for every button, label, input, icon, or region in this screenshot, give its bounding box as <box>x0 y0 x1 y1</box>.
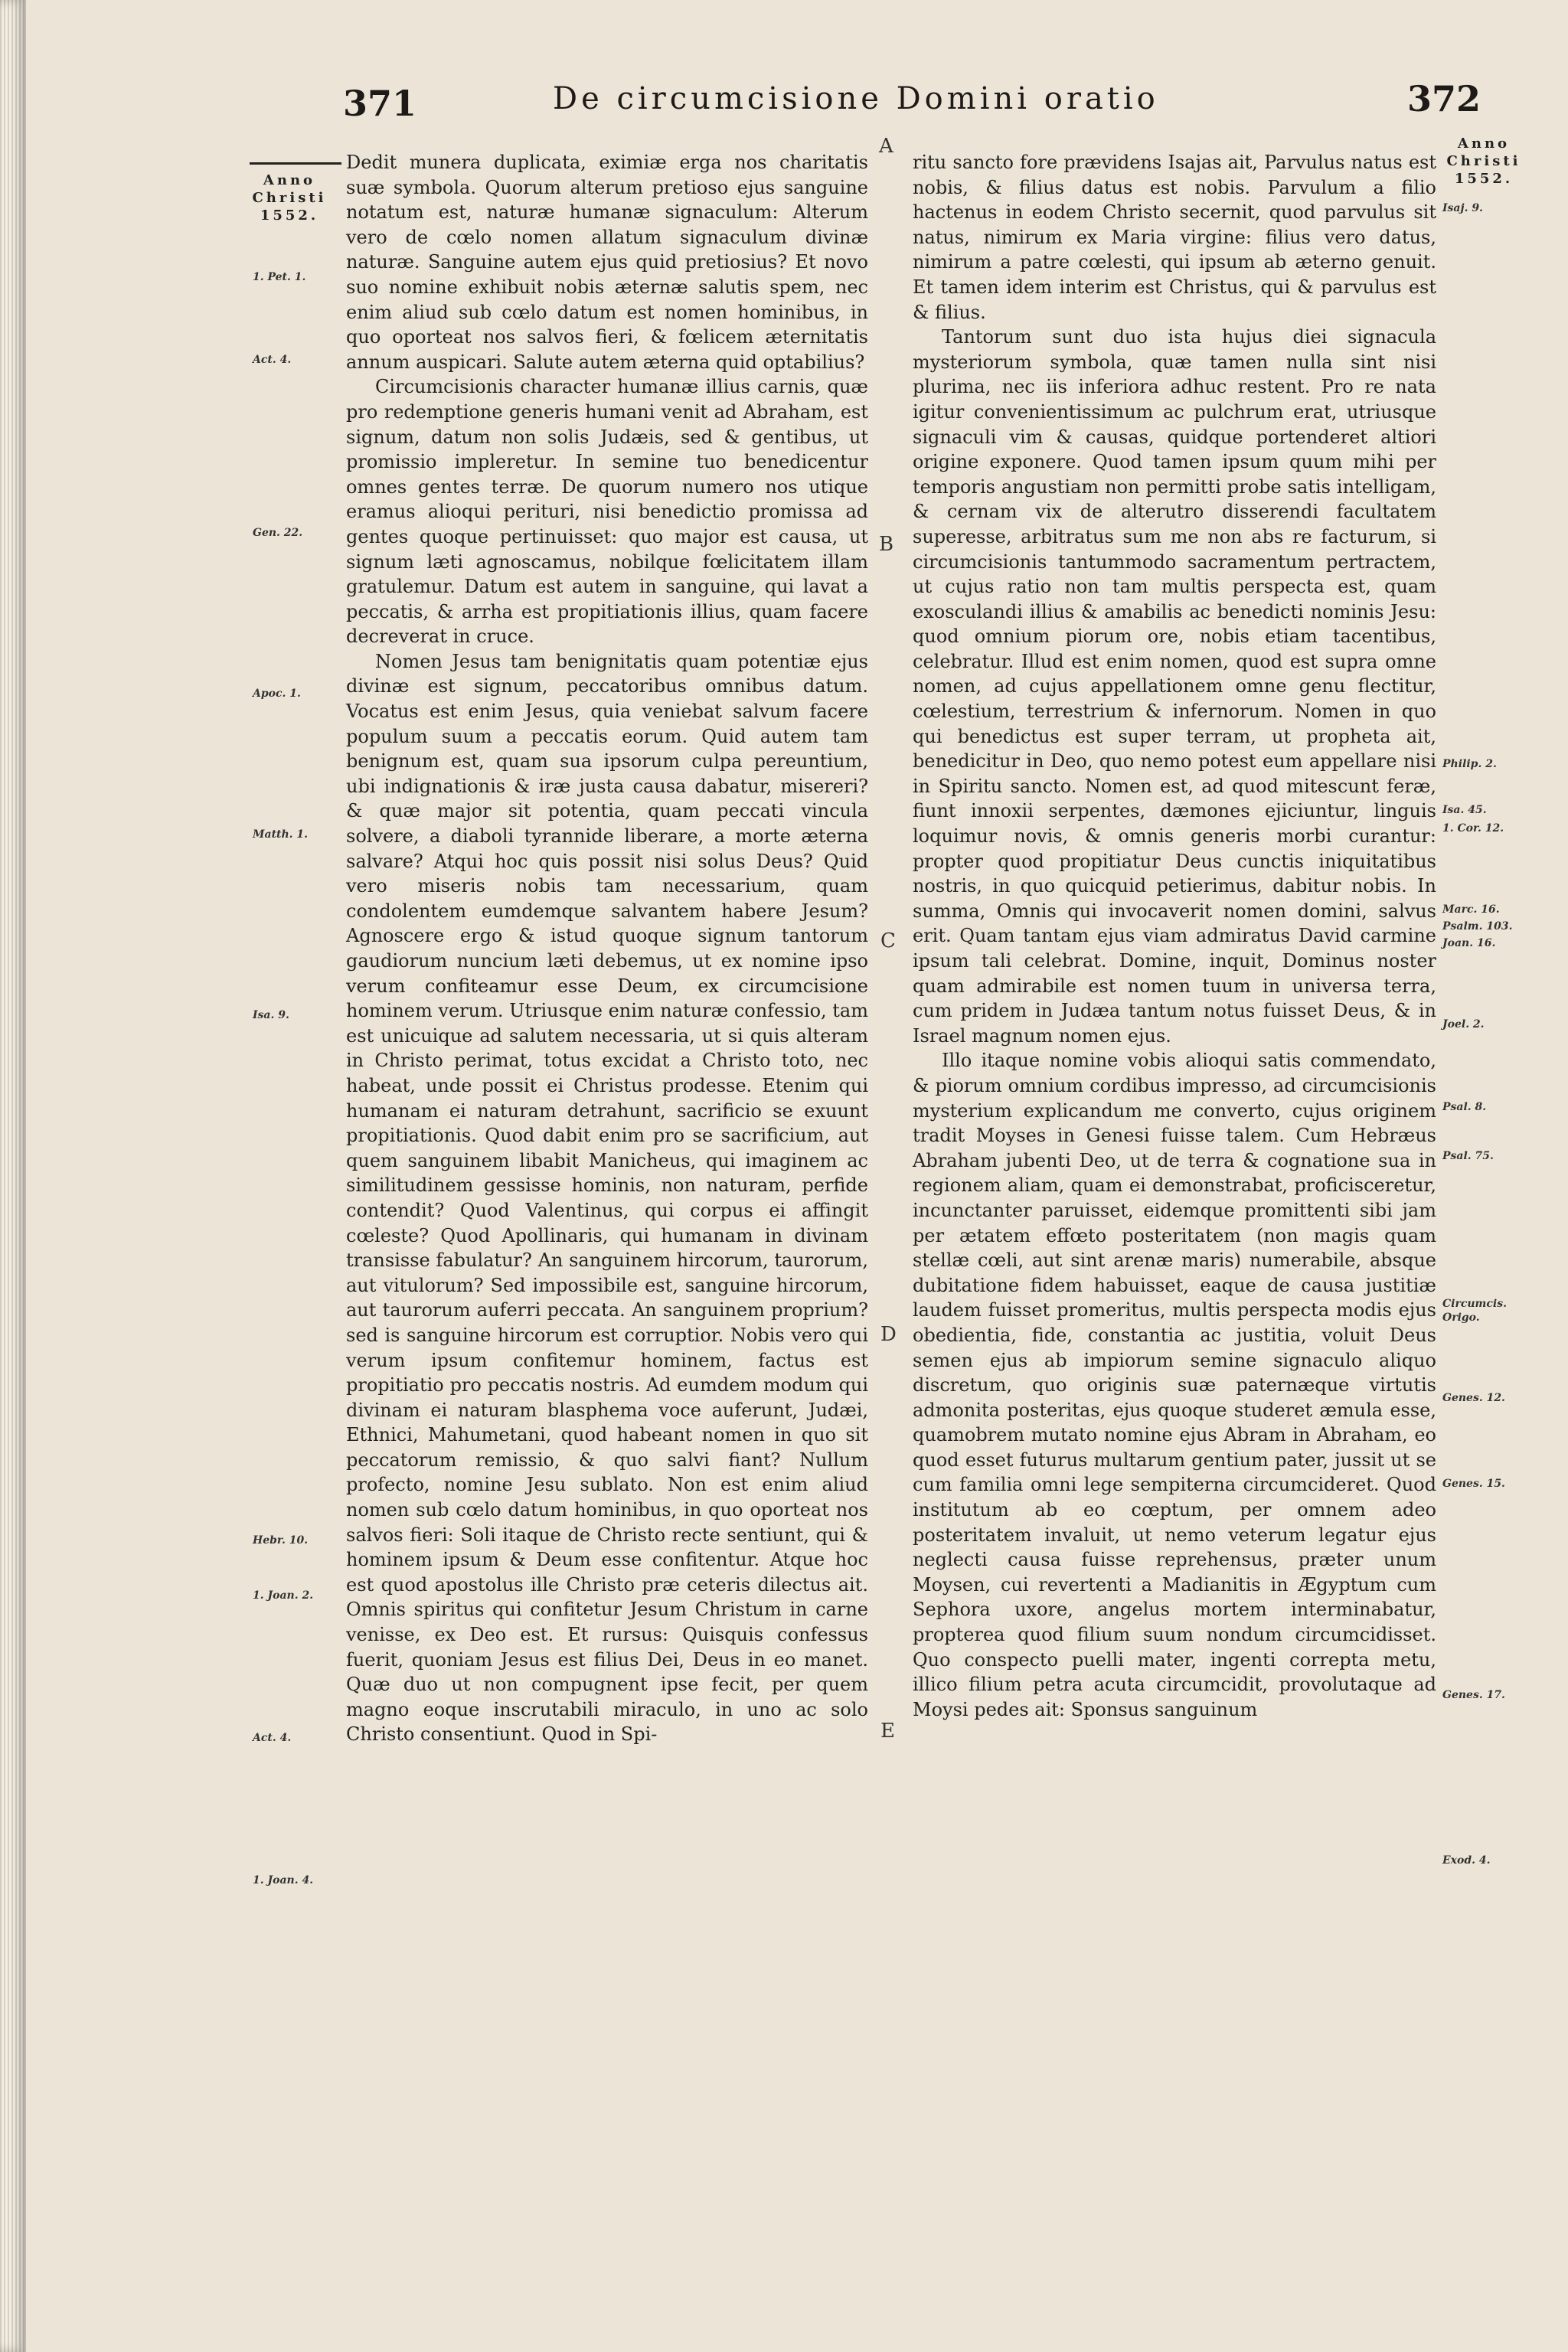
section-mark-c: C <box>880 929 896 952</box>
margin-note-right: 1. Cor. 12. <box>1442 822 1504 835</box>
margin-note-right: Psalm. 103. <box>1442 920 1513 933</box>
margin-note-right: Psal. 8. <box>1442 1101 1487 1113</box>
margin-note-right: Psal. 75. <box>1442 1150 1494 1162</box>
margin-note-left: 1. Joan. 2. <box>253 1589 314 1602</box>
text-column-left <box>346 150 868 1747</box>
paragraph: Circumcisionis character humanæ illius carnis, quæ pro redemptione generis humani venit ad Abraham, est signum, datum non solis Judæis, sed & gentibus, ut promissio impleretur. In semine tuo benedicentur omnes gentes terræ. De quorum numero nos utique eramus alioqui perituri, nisi benedictio promissa ad gentes quoque pertinuisset: quo major est causa, ut signum læti agnoscamus, nobilque fœlicitatem illam gratulemur. Datum est autem in sanguine, qui lavat a peccatis, & arrha est propitiationis illius, quam facere decreverat in cruce. <box>346 376 868 648</box>
margin-note-left: Hebr. 10. <box>253 1534 309 1547</box>
margin-note-right: Exod. 4. <box>1442 1854 1491 1867</box>
anno-label: Anno <box>263 172 316 188</box>
running-title: De circumcisione Domini oratio <box>553 81 1159 116</box>
paragraph: Nomen Jesus tam benignitatis quam potentiæ ejus divinæ est signum, peccatoribus omnibus datum. Vocatus est enim Jesus, quia veniebat salvum facere populum suum a peccatis eorum. Quid autem tam benignum est, quam sua ipsorum culpa pereuntium, ubi indignationis & iræ justa causa dabatur, misereri? & quæ major sit potentia, quam peccati vincula solvere, a diaboli tyrannide liberare, a morte æterna salvare? Atqui hoc quis possit nisi solus Deus? Quid vero miseris nobis tam necessarium, quam condolentem eumdemque salvantem habere Jesum? Agnoscere ergo & istud quoque signum tantorum gaudiorum nuncium læti debemus, ut ex nomine ipso verum confiteamur esse Deum, ex circumcisione hominem verum. Utriusque enim naturæ confessio, tam est unicuique ad salutem necessaria, ut si quis alteram in Christo perimat, totus excidat a Christo toto, nec habeat, unde possit ei Christus prodesse. Etenim qui humanam ei naturam detrahunt, sacrificio se exuunt propitiationis. Quod dabit enim pro se sacrificium, aut quem sanguinem libabit Manicheus, qui imaginem ac similitudinem gessisse hominis, non naturam, perfide contendit? Quod Valentinus, qui corpus ei affingit cœleste? Quod Apollinaris, qui humanam in divinam transisse fabulatur? An sanguinem hircorum, taurorum, aut vitulorum? Sed impossibile est, sanguine hircorum, aut taurorum auferri peccata. An sanguinem proprium? sed is sanguine hircorum est corruptior. Nobis vero qui verum ipsum confitemur hominem, factus est propitiatio pro peccatis nostris. Ad eumdem modum qui divinam ei naturam blasphema voce auferunt, Judæi, Ethnici, Mahumetani, quod habeant nomen in quo sit peccatorum remissio, & quo salvi fiant? Nullum profecto, nomine Jesu sublato. Non est enim aliud nomen sub cœlo datum hominibus, in quo oporteat nos salvos fieri: Soli itaque de Christo recte sentiunt, qui & hominem ipsum & Deum esse confitentur. Atque hoc est quod apostolus ille Christo præ ceteris dilectus ait. Omnis spiritus qui confitetur Jesum Christum in carne venisse, ex Deo est. Et rursus: Quisquis confessus fuerit, quoniam Jesus est filius Dei, Deus in eo manet. Quæ duo ut non compugnent ipse fecit, per quem magno eoque inscrutabili miraculo, in uno ac solo Christo consentiunt. Quod in Spi- <box>346 650 868 1746</box>
margin-note-left: Apoc. 1. <box>253 688 301 700</box>
header-rule <box>250 162 341 165</box>
section-mark-e: E <box>880 1720 895 1743</box>
paragraph: Illo itaque nomine vobis alioqui satis commendato, & piorum omnium cordibus impresso, ad circumcisionis mysterium explicandum me converto, cujus originem tradit Moyses in Genesi fuisse talem. Cum Hebræus Abraham jubenti Deo, ut de terra & cognatione sua in regionem aliam, quam ei demonstrabat, proficisceretur, incunctanter paruisset, eidemque promittenti sibi jam per ætatem effœto posteritatem (non magis quam stellæ cœli, aut sint arenæ maris) numerabile, absque dubitatione fidem habuisset, eaque de causa justitiæ laudem fuisset promeritus, multis perspecta modis ejus obedientia, fide, constantia ac justitia, voluit Deus semen ejus ab impiorum semine signaculo aliquo discretum, quo originis suæ paternæque virtutis admonita posteritas, ejus quoque studeret æmula esse, quamobrem mutato nomine ejus Abram in Abraham, eo quod esset futurus multarum gentium pater, jussit ut se cum familia omni lege sempiterna circumcideret. Quod institutum ab eo cœptum, per omnem adeo posteritatem invaluit, ut nemo veterum legatur ejus neglecti causa fuisse reprehensus, præter unum Moysen, cui revertenti a Madianitis in Ægyptum cum Sephora uxore, angelus mortem interminabatur, propterea quod filium suum nondum circumcidisset. Quo conspecto puelli mater, ingenti correpta metu, illico filium petra acuta circumcidit, provolutaque ad Moysi pedes ait: Sponsus sanguinum <box>913 1050 1436 1720</box>
anno-label: Anno <box>1457 136 1511 152</box>
margin-note-right: Isaj. 9. <box>1442 202 1483 214</box>
section-mark-d: D <box>880 1323 897 1346</box>
margin-note-left: Gen. 22. <box>253 527 303 539</box>
year-value: 1552. <box>260 207 319 224</box>
margin-note-right: Joan. 16. <box>1442 937 1496 949</box>
section-mark-a: A <box>879 135 893 158</box>
christi-label: Christi <box>252 190 327 206</box>
margin-note-right: Genes. 12. <box>1442 1392 1505 1404</box>
margin-note-left: Matth. 1. <box>253 828 309 841</box>
margin-note-left: Isa. 9. <box>253 1009 289 1021</box>
margin-note-right: Philip. 2. <box>1442 758 1497 770</box>
margin-note-left: 1. Joan. 4. <box>253 1874 314 1886</box>
christi-label: Christi <box>1446 153 1521 169</box>
margin-note-right: Genes. 15. <box>1442 1478 1505 1490</box>
margin-note-right: Joel. 2. <box>1442 1018 1485 1031</box>
margin-note-right: Marc. 16. <box>1442 903 1500 916</box>
year-note-right <box>1438 135 1530 188</box>
text-column-right <box>913 150 1436 1722</box>
page-number-left: 371 <box>343 83 417 124</box>
page-edges <box>0 0 26 2352</box>
year-note-left <box>243 172 335 224</box>
margin-note-left: Act. 4. <box>253 354 292 366</box>
margin-note-left: 1. Pet. 1. <box>253 271 306 283</box>
margin-note-right: Genes. 17. <box>1442 1689 1505 1701</box>
paragraph: ritu sancto fore prævidens Isajas ait, Parvulus natus est nobis, & filius datus est nobis. Parvulum a filio hactenus in eodem Christo secernit, quod parvulus sit natus, nimirum ex Maria virgine: filius vero datus, nimirum a patre cœlesti, qui ipsum ab æterno genuit. Et tamen idem interim est Christus, qui & parvulus est & filius. <box>913 152 1436 323</box>
margin-note-right: Circumcis. Origo. <box>1442 1298 1507 1324</box>
page-number-right: 372 <box>1407 78 1481 119</box>
section-mark-b: B <box>879 533 894 556</box>
paragraph: Tantorum sunt duo ista hujus diei signacula mysteriorum symbola, quæ tamen nulla sint nisi plurima, nec iis inferiora adhuc restent. Pro re nata igitur convenientissimum ac pulchrum erat, utriusque signaculi vim & causas, quidque portenderet altiori origine exponere. Quod tamen ipsum quum mihi per temporis angustiam non permitti probe satis intelligam, & cernam vix de alterutro disserendi facultatem superesse, arbitratus sum me non abs re facturum, si circumcisionis tantummodo sacramentum pertractem, ut cujus ratio non tam multis perspecta est, quam exosculandi illius & amabilis ac benedicti nominis Jesu: quod omnium piorum ore, nobis etiam tacentibus, celebratur. Illud est enim nomen, quod est supra omne nomen, ad cujus appellationem omne genu flectitur, cœlestium, terrestrium & infernorum. Nomen in quo qui benedictus est super terram, ut propheta ait, benedicitur in Deo, quo nemo potest eum appellare nisi in Spiritu sancto. Nomen est, ad quod mitescunt feræ, fiunt innoxii serpentes, dæmones ejiciuntur, linguis loquimur novis, & omnis generis morbi curantur: propter quod propitiatur Deus cunctis iniquitatibus nostris, in quo quicquid petierimus, dabitur nobis. In summa, Omnis qui invocaverit nomen domini, salvus erit. Quam tantam ejus viam admiratus David carmine ipsum tali celebrat. Domine, inquit, Dominus noster quam admirabile est nomen tuum in universa terra, cum pridem in Judæa tantum notus fuisset Deus, & in Israel magnum nomen ejus. <box>913 326 1436 1047</box>
year-value: 1552. <box>1454 171 1514 187</box>
margin-note-right: Isa. 45. <box>1442 804 1487 816</box>
paragraph: Dedit munera duplicata, eximiæ erga nos charitatis suæ symbola. Quorum alterum pretioso ejus sanguine notatum est, naturæ humanæ signaculum: Alterum vero de cœlo nomen allatum signaculum divinæ naturæ. Sanguine autem ejus quid pretiosius? Et novo suo nomine exhibuit nobis æternæ salutis spem, nec enim aliud sub cœlo datum est nomen hominibus, in quo oporteat nos salvos fieri, & fœlicem æternitatis annum auspicari. Salute autem æterna quid optabilius? <box>346 152 868 373</box>
running-header <box>0 69 1568 138</box>
margin-note-left: Act. 4. <box>253 1732 292 1744</box>
